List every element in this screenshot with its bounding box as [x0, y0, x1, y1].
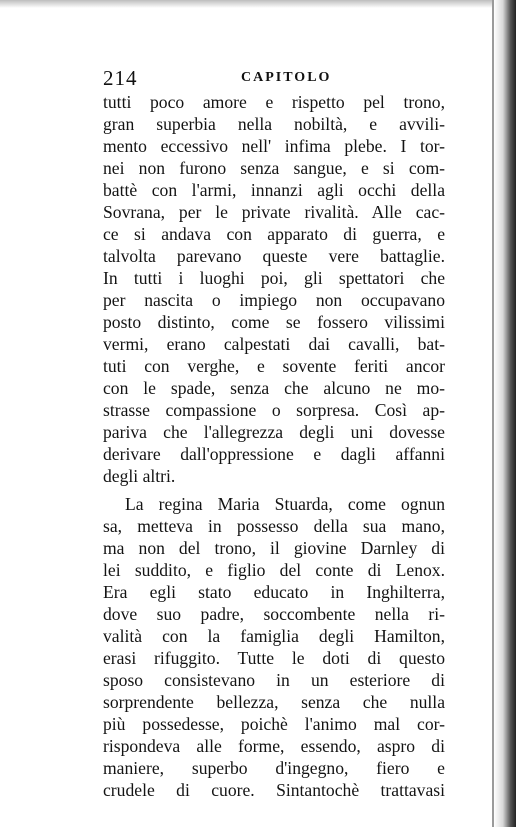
- text-line: posto distinto, come se fossero vilissimi: [103, 312, 445, 332]
- text-line: nei non furono senza sangue, e si com-: [103, 158, 445, 178]
- text-line: rispondeva alle forme, essendo, aspro di: [103, 736, 445, 756]
- text-line: crudele di cuore. Sintantochè trattavasi: [103, 780, 445, 800]
- text-line: tutti poco amore e rispetto pel trono,: [103, 92, 445, 112]
- text-line: valità con la famiglia degli Hamilton,: [103, 626, 445, 646]
- text-line: dove suo padre, soccombente nella ri-: [103, 604, 445, 624]
- text-line: ma non del trono, il giovine Darnley di: [103, 538, 445, 558]
- text-line: In tutti i luoghi poi, gli spettatori che: [103, 268, 445, 288]
- text-line: con le spade, senza che alcuno ne mo-: [103, 378, 445, 398]
- text-line: gran superbia nella nobiltà, e avvili-: [103, 114, 445, 134]
- text-line: tuti con verghe, e sovente feriti ancor: [103, 356, 445, 376]
- text-line: strasse compassione o sorpresa. Così ap-: [103, 400, 445, 420]
- text-line: La regina Maria Stuarda, come ognun: [125, 494, 445, 514]
- text-line: sposo consistevano in un esteriore di: [103, 670, 445, 690]
- text-line: sorprendente bellezza, senza che nulla: [103, 692, 445, 712]
- text-line: per nascita o impiego non occupavano: [103, 290, 445, 310]
- text-line: più possedesse, poichè l'animo mal cor-: [103, 714, 445, 734]
- text-line: ce si andava con apparato di guerra, e: [103, 224, 445, 244]
- text-line: talvolta parevano queste vere battaglie.: [103, 246, 445, 266]
- text-line: pariva che l'allegrezza degli uni dovesse: [103, 422, 445, 442]
- text-line: battè con l'armi, innanzi agli occhi della: [103, 180, 445, 200]
- text-line: vermi, erano calpestati dai cavalli, bat-: [103, 334, 445, 354]
- body-text: [103, 91, 445, 801]
- running-head: [103, 66, 443, 94]
- book-spine-shadow: [494, 0, 516, 827]
- text-line: lei suddito, e figlio del conte di Lenox.: [103, 560, 445, 580]
- text-line: maniere, superbo d'ingegno, fiero e: [103, 758, 445, 778]
- text-line: sa, metteva in possesso della sua mano,: [103, 516, 445, 536]
- text-line: Era egli stato educato in Inghilterra,: [103, 582, 445, 602]
- page-top-edge: [0, 0, 516, 8]
- text-line: derivare dall'oppressione e dagli affanni: [103, 444, 445, 464]
- paragraph-2: [103, 493, 445, 801]
- text-line: Sovrana, per le private rivalità. Alle cac-: [103, 202, 445, 222]
- text-line: erasi rifuggito. Tutte le doti di questo: [103, 648, 445, 668]
- text-line: degli altri.: [103, 466, 176, 486]
- paragraph-1: [103, 91, 445, 487]
- text-line: mento eccessivo nell' infima plebe. I tor-: [103, 136, 445, 156]
- page-number: 214: [103, 66, 138, 90]
- chapter-label: CAPITOLO: [241, 70, 332, 85]
